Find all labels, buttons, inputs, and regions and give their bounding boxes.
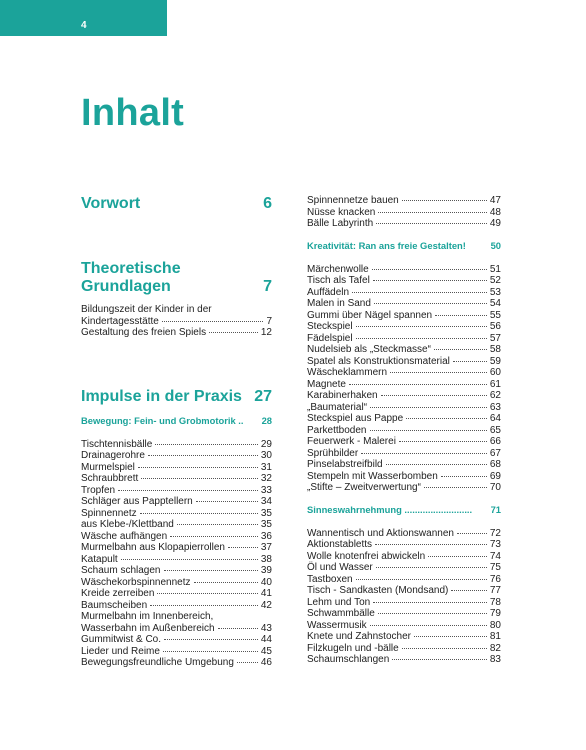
entry-page: 81 <box>489 631 501 642</box>
toc-entry[interactable] <box>81 554 272 566</box>
entry-page: 72 <box>489 527 501 539</box>
leader-dots <box>164 570 258 571</box>
leader-dots <box>164 639 258 640</box>
leader-dots <box>374 303 487 304</box>
toc-entry[interactable] <box>81 485 272 497</box>
toc-entry[interactable] <box>81 304 272 327</box>
entry-label: Stempeln mit Wasserbomben <box>307 470 438 482</box>
leader-dots <box>378 212 487 213</box>
entry-label: Aktionstabletts <box>307 539 373 550</box>
toc-entry[interactable] <box>81 588 272 600</box>
entry-label: Filzkugeln und -bälle <box>307 642 399 654</box>
leader-dots <box>196 501 258 502</box>
entry-label: Murmelbahn aus Klopapierrollen <box>81 542 225 553</box>
entry-page: 42 <box>260 599 272 611</box>
toc-entry[interactable] <box>307 471 501 483</box>
entry-label: Gummitwist & Co. <box>81 634 162 645</box>
leader-dots <box>121 559 258 560</box>
section-label: Impulse in der Praxis <box>81 387 242 405</box>
subsection-bewegung[interactable] <box>81 415 272 427</box>
entry-page: 48 <box>489 206 501 218</box>
toc-entry[interactable] <box>81 462 272 474</box>
section-page: 27 <box>254 387 272 405</box>
entry-label: Märchenwolle <box>307 263 369 275</box>
entry-page: 34 <box>260 496 272 507</box>
entry-label: Sprühbilder <box>307 447 359 459</box>
leader-dots <box>453 361 487 362</box>
leader-dots <box>170 536 258 537</box>
leader-dots <box>352 292 487 293</box>
bewegung-entry-list-2 <box>81 634 272 669</box>
entry-page: 83 <box>489 654 501 665</box>
leader-dots <box>441 476 487 477</box>
entry-label: Spinnennetze bauen <box>307 195 399 206</box>
toc-entry[interactable] <box>81 600 272 612</box>
leader-dots <box>434 349 487 350</box>
entry-label: Spatel als Konstruktionsmaterial <box>307 355 450 367</box>
leader-dots <box>424 487 487 488</box>
subsection-page: 28 <box>261 414 272 426</box>
leader-dots <box>392 659 487 660</box>
toc-entry[interactable] <box>81 542 272 554</box>
toc-entry[interactable] <box>81 519 272 531</box>
leader-dots <box>402 648 487 649</box>
toc-entry[interactable] <box>81 657 272 669</box>
entry-page: 45 <box>260 645 272 657</box>
entry-label: Murmelspiel <box>81 461 135 473</box>
entry-label: Tisch - Sandkasten (Mondsand) <box>307 585 449 596</box>
toc-entry[interactable] <box>307 310 501 322</box>
toc-entry[interactable] <box>307 631 501 643</box>
entry-label: Wäschekorbspinnennetz <box>81 576 191 588</box>
leader-dots <box>138 467 258 468</box>
entry-label: Öl und Wasser <box>307 562 373 573</box>
toc-entry[interactable] <box>307 528 501 540</box>
leader-dots <box>218 628 258 629</box>
entry-page: 64 <box>489 413 501 424</box>
entry-label-line2: Kindertagesstätte <box>81 315 159 327</box>
bewegung-entry-list <box>81 439 272 612</box>
toc-entry[interactable] <box>307 425 501 437</box>
leader-dots <box>118 490 258 491</box>
toc-entry[interactable] <box>81 496 272 508</box>
entry-label: Feuerwerk - Malerei <box>307 436 396 447</box>
toc-entry[interactable] <box>81 450 272 462</box>
leader-dots <box>163 651 258 652</box>
section-label-line1: Theoretische <box>81 260 181 277</box>
leader-dots <box>370 430 487 431</box>
entry-page: 52 <box>489 275 501 286</box>
entry-page: 58 <box>489 344 501 355</box>
entry-page: 82 <box>489 642 501 654</box>
toc-entry[interactable] <box>307 367 501 379</box>
entry-label: Lieder und Reime <box>81 645 160 657</box>
leader-dots <box>349 384 487 385</box>
entry-label: Wolle knotenfrei abwickeln <box>307 550 426 562</box>
leader-dots <box>372 269 487 270</box>
toc-entry[interactable] <box>307 562 501 574</box>
toc-right-column <box>307 195 501 666</box>
entry-page: 30 <box>260 450 272 461</box>
toc-entry[interactable] <box>307 356 501 368</box>
leader-dots <box>376 223 487 224</box>
toc-entry[interactable] <box>307 574 501 586</box>
entry-label: Wassermusik <box>307 619 367 631</box>
toc-entry[interactable] <box>307 333 501 345</box>
section-vorwort[interactable] <box>81 195 272 213</box>
entry-page: 70 <box>489 482 501 493</box>
toc-entry[interactable] <box>307 608 501 620</box>
leader-dots <box>157 593 258 594</box>
entry-page: 65 <box>489 424 501 436</box>
entry-page: 35 <box>260 507 272 519</box>
section-label: Vorwort <box>81 195 141 212</box>
leader-dots <box>373 280 487 281</box>
toc-entry[interactable] <box>307 620 501 632</box>
leader-dots <box>148 455 258 456</box>
entry-label: Katapult <box>81 553 118 565</box>
entry-label: „Stifte – Zweitverwertung“ <box>307 482 421 493</box>
leader-dots <box>370 625 487 626</box>
entry-label: Parkettboden <box>307 424 367 436</box>
entry-page: 60 <box>489 367 501 378</box>
section-impulse[interactable] <box>81 388 272 406</box>
entry-page: 56 <box>489 321 501 332</box>
leader-dots <box>194 582 258 583</box>
toc-entry[interactable] <box>307 207 501 219</box>
entry-label: Steckspiel aus Pappe <box>307 413 404 424</box>
entry-page: 57 <box>489 332 501 344</box>
entry-label: Wäsche aufhängen <box>81 530 168 542</box>
entry-page: 80 <box>489 619 501 631</box>
toc-entry[interactable] <box>307 379 501 391</box>
entry-label: Gummi über Nägel spannen <box>307 309 433 321</box>
toc-entry[interactable] <box>307 195 501 207</box>
entry-page: 76 <box>489 573 501 585</box>
leader-dots <box>378 613 487 614</box>
entry-label: Schraubbrett <box>81 473 139 484</box>
entry-page: 79 <box>489 608 501 619</box>
page-title: Inhalt <box>81 92 185 134</box>
section-theoretische-grundlagen[interactable] <box>81 260 272 296</box>
leader-dots <box>228 547 258 548</box>
leader-dots <box>177 524 258 525</box>
entry-page: 51 <box>489 263 501 275</box>
subsection-label: Bewegung: Fein- und Grobmotorik .. <box>81 414 244 426</box>
sinnes-entry-list <box>307 528 501 666</box>
leader-dots <box>386 464 487 465</box>
toc-entry[interactable] <box>81 473 272 485</box>
entry-page: 69 <box>489 470 501 482</box>
entry-page: 7 <box>266 315 272 327</box>
entry-page: 54 <box>489 298 501 309</box>
entry-label: Schaumschlangen <box>307 654 390 665</box>
toc-entry[interactable] <box>81 611 272 634</box>
toc-entry[interactable] <box>307 585 501 597</box>
leader-dots <box>356 579 487 580</box>
subsection-label: Kreativität: Ran ans freie Gestalten! <box>307 239 466 251</box>
toc-entry[interactable] <box>81 531 272 543</box>
toc-entry[interactable] <box>307 287 501 299</box>
entry-label: Wannentisch und Aktionswannen <box>307 527 454 539</box>
toc-entry[interactable] <box>81 439 272 451</box>
entry-page: 33 <box>260 484 272 496</box>
section-page: 7 <box>263 278 272 295</box>
entry-page: 43 <box>260 622 272 634</box>
entry-page: 62 <box>489 390 501 401</box>
entry-page: 40 <box>260 576 272 588</box>
entry-label: Knete und Zahnstocher <box>307 631 411 642</box>
subsection-label: Sinneswahrnehmung .......................... <box>307 503 473 515</box>
entry-label: Wäscheklammern <box>307 367 388 378</box>
toc-entry[interactable] <box>307 643 501 655</box>
toc-entry[interactable] <box>307 597 501 609</box>
entry-page: 61 <box>489 378 501 390</box>
top-entry-list <box>307 195 501 230</box>
subsection-page: 71 <box>490 503 501 515</box>
toc-entry[interactable] <box>307 321 501 333</box>
toc-entry[interactable] <box>307 402 501 414</box>
entry-label: Lehm und Ton <box>307 596 371 608</box>
entry-label: Schaum schlagen <box>81 565 161 576</box>
entry-label: Nudelsieb als „Steckmasse“ <box>307 344 431 355</box>
page-number: 4 <box>81 20 87 31</box>
entry-page: 66 <box>489 436 501 447</box>
entry-label: Drainagerohre <box>81 450 145 461</box>
toc-entry[interactable] <box>81 634 272 646</box>
section-label-line2: Grundlagen <box>81 278 171 295</box>
toc-entry[interactable] <box>81 646 272 658</box>
leader-dots <box>428 556 487 557</box>
toc-entry[interactable] <box>307 654 501 666</box>
leader-dots <box>370 407 487 408</box>
entry-label: Tischtennisbälle <box>81 438 153 450</box>
leader-dots <box>237 662 258 663</box>
entry-page: 73 <box>489 539 501 550</box>
entry-page: 49 <box>489 218 501 229</box>
toc-entry[interactable] <box>307 413 501 425</box>
leader-dots <box>399 441 487 442</box>
entry-label: Tropfen <box>81 484 116 496</box>
leader-dots <box>141 478 258 479</box>
entry-label: Gestaltung des freien Spiels <box>81 327 207 338</box>
leader-dots <box>402 200 487 201</box>
toc-entry[interactable] <box>307 275 501 287</box>
leader-dots <box>140 513 258 514</box>
toc-entry[interactable] <box>81 565 272 577</box>
entry-page: 75 <box>489 562 501 573</box>
entry-page: 47 <box>489 195 501 206</box>
leader-dots <box>209 332 258 333</box>
entry-label: „Baumaterial“ <box>307 401 368 413</box>
toc-left-column <box>81 195 272 669</box>
entry-label: Tastboxen <box>307 573 353 585</box>
leader-dots <box>150 605 258 606</box>
entry-label: Schläger aus Papptellern <box>81 496 193 507</box>
entry-page: 35 <box>260 519 272 530</box>
toc-entry[interactable] <box>307 298 501 310</box>
leader-dots <box>373 602 487 603</box>
entry-label: Bewegungsfreundliche Umgebung <box>81 657 234 668</box>
leader-dots <box>451 590 487 591</box>
entry-page: 32 <box>260 473 272 484</box>
leader-dots <box>381 395 487 396</box>
entry-label-line1: Murmelbahn im Innenbereich, <box>81 611 214 622</box>
toc-entry[interactable] <box>81 327 272 339</box>
entry-label: Baumscheiben <box>81 599 148 611</box>
leader-dots <box>435 315 487 316</box>
toc-entry[interactable] <box>307 436 501 448</box>
subsection-sinnes[interactable] <box>307 504 501 516</box>
entry-label-line2: Wasserbahn im Außenbereich <box>81 622 215 634</box>
entry-page: 12 <box>260 327 272 338</box>
entry-page: 36 <box>260 530 272 542</box>
entry-label: Bälle Labyrinth <box>307 218 374 229</box>
toc-entry[interactable] <box>307 218 501 230</box>
toc-entry[interactable] <box>307 459 501 471</box>
entry-label: Fädelspiel <box>307 332 353 344</box>
entry-label: Nüsse knacken <box>307 206 376 218</box>
leader-dots <box>406 418 487 419</box>
subsection-kreativitaet[interactable] <box>307 240 501 252</box>
entry-label: aus Klebe-/Klettband <box>81 519 174 530</box>
leader-dots <box>356 326 487 327</box>
entry-label: Karabinerhaken <box>307 390 378 401</box>
toc-entry[interactable] <box>307 482 501 494</box>
entry-label: Pinselabstreifbild <box>307 459 383 470</box>
entry-page: 68 <box>489 459 501 470</box>
subsection-page: 50 <box>490 239 501 251</box>
toc-entry[interactable] <box>81 508 272 520</box>
leader-dots <box>390 372 487 373</box>
entry-page: 37 <box>260 542 272 553</box>
entry-label: Kreide zerreiben <box>81 588 155 599</box>
entry-page: 44 <box>260 634 272 645</box>
entry-page: 77 <box>489 585 501 596</box>
toc-entry[interactable] <box>307 539 501 551</box>
toc-entry[interactable] <box>307 390 501 402</box>
leader-dots <box>457 533 487 534</box>
entry-label-line1: Bildungszeit der Kinder in der <box>81 304 212 315</box>
entry-page: 78 <box>489 596 501 608</box>
entry-page: 46 <box>260 657 272 668</box>
leader-dots <box>162 321 264 322</box>
toc-entry[interactable] <box>307 448 501 460</box>
entry-label: Steckspiel <box>307 321 353 332</box>
leader-dots <box>155 444 258 445</box>
chapter-tab <box>0 0 167 36</box>
toc-entry[interactable] <box>307 551 501 563</box>
entry-page: 55 <box>489 309 501 321</box>
section-page: 6 <box>263 195 272 212</box>
entry-label: Magnete <box>307 378 346 390</box>
entry-page: 67 <box>489 447 501 459</box>
toc-entry[interactable] <box>81 577 272 589</box>
entry-label: Tisch als Tafel <box>307 275 370 286</box>
entry-label: Spinnennetz <box>81 507 137 519</box>
leader-dots <box>356 338 487 339</box>
entry-page: 53 <box>489 286 501 298</box>
entry-label: Malen in Sand <box>307 298 371 309</box>
entry-page: 31 <box>260 461 272 473</box>
entry-page: 38 <box>260 553 272 565</box>
entry-page: 59 <box>489 355 501 367</box>
toc-entry[interactable] <box>307 264 501 276</box>
entry-page: 74 <box>489 550 501 562</box>
entry-page: 41 <box>260 588 272 599</box>
kreativitaet-entry-list <box>307 264 501 494</box>
leader-dots <box>414 636 487 637</box>
leader-dots <box>361 453 487 454</box>
entry-label: Auffädeln <box>307 286 350 298</box>
entry-label: Schwammbälle <box>307 608 375 619</box>
leader-dots <box>375 544 487 545</box>
entry-page: 39 <box>260 565 272 576</box>
entry-page: 63 <box>489 401 501 413</box>
entry-page: 29 <box>260 438 272 450</box>
leader-dots <box>376 567 487 568</box>
toc-entry[interactable] <box>307 344 501 356</box>
